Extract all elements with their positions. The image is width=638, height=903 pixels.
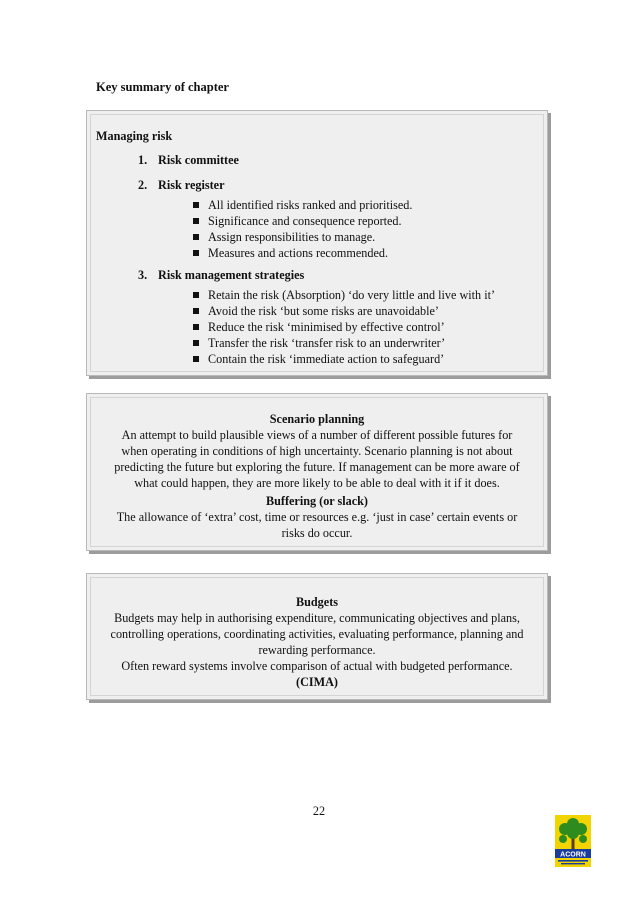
budgets-source: (CIMA) [296, 675, 338, 689]
strategy-bullet: Reduce the risk ‘minimised by effective control’ [193, 319, 445, 335]
scenario-text-line: what could happen, they are more likely to be able to deal with it if it does. [134, 476, 500, 490]
scenario-text-line: An attempt to build plausible views of a number of different possible futures for [121, 428, 513, 442]
item-label: Risk management strategies [158, 268, 305, 282]
svg-text:ACORN: ACORN [560, 851, 586, 859]
register-bullet: All identified risks ranked and prioritised. [193, 197, 412, 213]
item-label: Risk committee [158, 153, 239, 167]
square-bullet-icon [193, 324, 199, 330]
chapter-summary-heading: Key summary of chapter [96, 80, 229, 94]
list-item-risk-strategies [138, 267, 304, 283]
square-bullet-icon [193, 234, 199, 240]
strategy-bullet: Contain the risk ‘immediate action to safeguard’ [193, 351, 444, 367]
buffering-text-line: risks do occur. [281, 526, 353, 540]
item-number: 1. [138, 153, 148, 167]
buffering-text-line: The allowance of ‘extra’ cost, time or resources e.g. ‘just in case’ certain events or [116, 510, 518, 524]
strategy-bullet: Transfer the risk ‘transfer risk to an underwriter’ [193, 335, 445, 351]
scenario-text-line: when operating in conditions of high uncertainty. Scenario planning is not about [121, 444, 513, 458]
item-label: Risk register [158, 178, 225, 192]
budgets-box [86, 573, 548, 700]
square-bullet-icon [193, 292, 199, 298]
register-bullet: Assign responsibilities to manage. [193, 229, 375, 245]
square-bullet-icon [193, 250, 199, 256]
square-bullet-icon [193, 340, 199, 346]
square-bullet-icon [193, 356, 199, 362]
budgets-text-line: controlling operations, coordinating activities, evaluating performance, planning and [110, 627, 524, 641]
budgets-title: Budgets [296, 595, 338, 609]
managing-risk-title: Managing risk [96, 129, 173, 143]
budgets-text-line: Often reward systems involve comparison of actual with budgeted performance. [121, 659, 513, 673]
scenario-text-line: predicting the future but exploring the future. If management can be more aware of [114, 460, 520, 474]
item-number: 3. [138, 268, 148, 282]
managing-risk-box [86, 110, 548, 376]
budgets-text-line: Budgets may help in authorising expenditure, communicating objectives and plans, [114, 611, 520, 625]
budgets-text-line: rewarding performance. [258, 643, 376, 657]
square-bullet-icon [193, 218, 199, 224]
strategy-bullet: Avoid the risk ‘but some risks are unavoidable’ [193, 303, 439, 319]
scenario-title: Scenario planning [269, 412, 365, 426]
item-number: 2. [138, 178, 148, 192]
list-item-risk-committee [138, 152, 239, 168]
register-bullet: Measures and actions recommended. [193, 245, 388, 261]
square-bullet-icon [193, 308, 199, 314]
buffering-title: Buffering (or slack) [265, 494, 368, 508]
page-number: 22 [312, 804, 326, 818]
scenario-planning-box [86, 393, 548, 551]
strategy-bullet: Retain the risk (Absorption) ‘do very little and live with it’ [193, 287, 495, 303]
register-bullet: Significance and consequence reported. [193, 213, 402, 229]
acorn-tree-logo-icon [555, 815, 591, 867]
square-bullet-icon [193, 202, 199, 208]
list-item-risk-register [138, 177, 225, 193]
